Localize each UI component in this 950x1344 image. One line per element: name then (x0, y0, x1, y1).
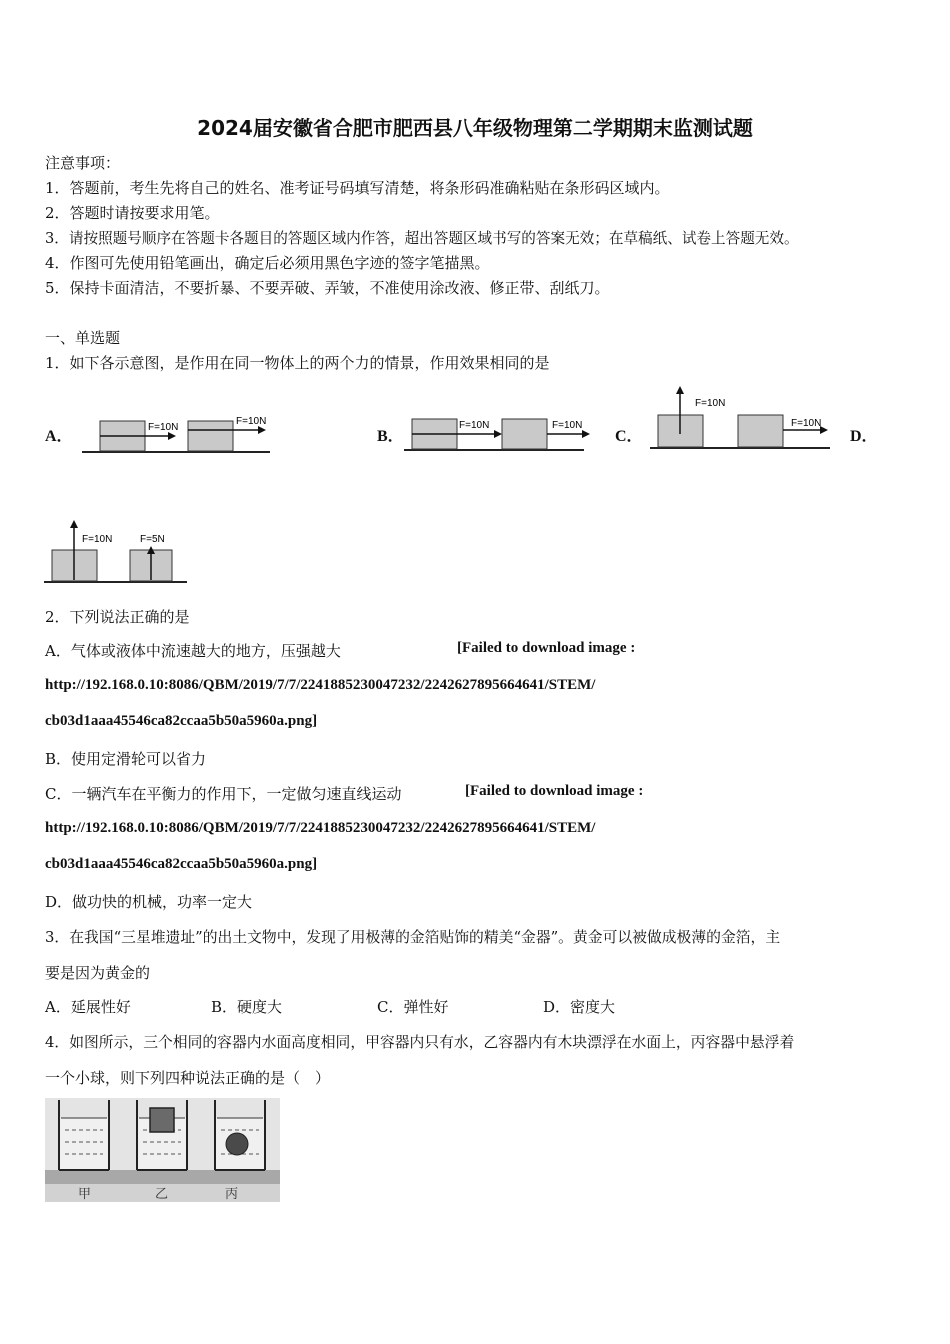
failed-image-url: http://192.168.0.10:8086/QBM/2019/7/7/2241885230047232/2242627895664641/STEM/ (45, 820, 596, 836)
floating-wood-block (150, 1108, 174, 1132)
q3-option-d: D．密度大 (543, 998, 616, 1016)
figure-option-b (402, 408, 598, 460)
question-4-stem: 4．如图所示，三个相同的容器内水面高度相同，甲容器内只有水，乙容器内有木块漂浮在水面上，丙容器中悬浮着 (45, 1034, 795, 1051)
force-label: F=10N (791, 418, 822, 429)
notice-heading: 注意事项： (45, 154, 121, 172)
question-3-stem-cont: 要是因为黄金的 (45, 964, 151, 982)
q2-option-a: A．气体或液体中流速越大的地方，压强越大 (45, 642, 341, 660)
arrow-head (676, 386, 684, 394)
container-label: 乙 (155, 1186, 169, 1201)
figure-option-d (42, 518, 192, 590)
force-label: F=10N (82, 534, 113, 545)
q3-option-b: B．硬度大 (211, 998, 283, 1016)
option-c-label: C． (615, 428, 643, 445)
block (502, 419, 547, 449)
force-label: F=10N (552, 420, 583, 431)
figure-option-c (648, 384, 836, 456)
q3-option-a: A．延展性好 (45, 998, 131, 1016)
arrow-head (168, 432, 176, 440)
failed-image-url: cb03d1aaa45546ca82ccaa5b50a5960a.png] (45, 713, 318, 729)
option-b-label: B． (377, 428, 404, 445)
arrow-head (494, 430, 502, 438)
notice-item: 3．请按照题号顺序在答题卡各题目的答题区域内作答，超出答题区域书写的答案无效；在草稿纸、试卷上答题无效。 (45, 230, 799, 247)
question-1-stem: 1．如下各示意图，是作用在同一物体上的两个力的情景，作用效果相同的是 (45, 354, 550, 372)
failed-image-notice: [Failed to download image : (457, 640, 636, 656)
notice-item: 1．答题前，考生先将自己的姓名、准考证号码填写清楚，将条形码准确粘贴在条形码区域内。 (45, 179, 670, 197)
container-label: 丙 (225, 1186, 239, 1201)
question-3-stem: 3．在我国“三星堆遗址”的出土文物中，发现了用极薄的金箔贴饰的精美“金器”。黄金可以被做成极薄的金箔，主 (45, 929, 781, 946)
q2-option-b: B．使用定滑轮可以省力 (45, 750, 207, 768)
notice-item: 2．答题时请按要求用笔。 (45, 204, 220, 222)
q2-option-d: D．做功快的机械，功率一定大 (45, 893, 253, 911)
force-label: F=5N (140, 534, 165, 545)
notice-item: 5．保持卡面清洁，不要折暴、不要弄破、弄皱，不准使用涂改液、修正带、刮纸刀。 (45, 279, 610, 297)
figure-option-a (80, 408, 275, 460)
failed-image-url: http://192.168.0.10:8086/QBM/2019/7/7/2241885230047232/2242627895664641/STEM/ (45, 677, 596, 693)
option-d-label: D． (850, 428, 878, 445)
force-label: F=10N (695, 398, 726, 409)
force-label: F=10N (236, 416, 267, 427)
failed-image-notice: [Failed to download image : (465, 783, 644, 799)
arrow-head (70, 520, 78, 528)
block (738, 415, 783, 447)
notice-item: 4．作图可先使用铅笔画出，确定后必须用黑色字迹的签字笔描黑。 (45, 254, 490, 272)
container-label: 甲 (78, 1186, 92, 1201)
option-a-label: A． (45, 428, 73, 445)
containers-figure (45, 1098, 280, 1202)
question-4-stem-cont: 一个小球，则下列四种说法正确的是（ ） (45, 1069, 331, 1087)
base-shelf (45, 1170, 280, 1184)
force-label: F=10N (148, 422, 179, 433)
question-2-stem: 2．下列说法正确的是 (45, 608, 190, 626)
q2-option-c: C．一辆汽车在平衡力的作用下，一定做匀速直线运动 (45, 785, 402, 803)
suspended-ball (226, 1133, 248, 1155)
arrow-head (258, 426, 266, 434)
force-label: F=10N (459, 420, 490, 431)
arrow-head (582, 430, 590, 438)
failed-image-url: cb03d1aaa45546ca82ccaa5b50a5960a.png] (45, 856, 318, 872)
page-title: 2024届安徽省合肥市肥西县八年级物理第二学期期末监测试题 (197, 116, 753, 140)
section-heading: 一、单选题 (45, 329, 121, 347)
block (188, 421, 233, 451)
q3-option-c: C．弹性好 (377, 998, 449, 1016)
